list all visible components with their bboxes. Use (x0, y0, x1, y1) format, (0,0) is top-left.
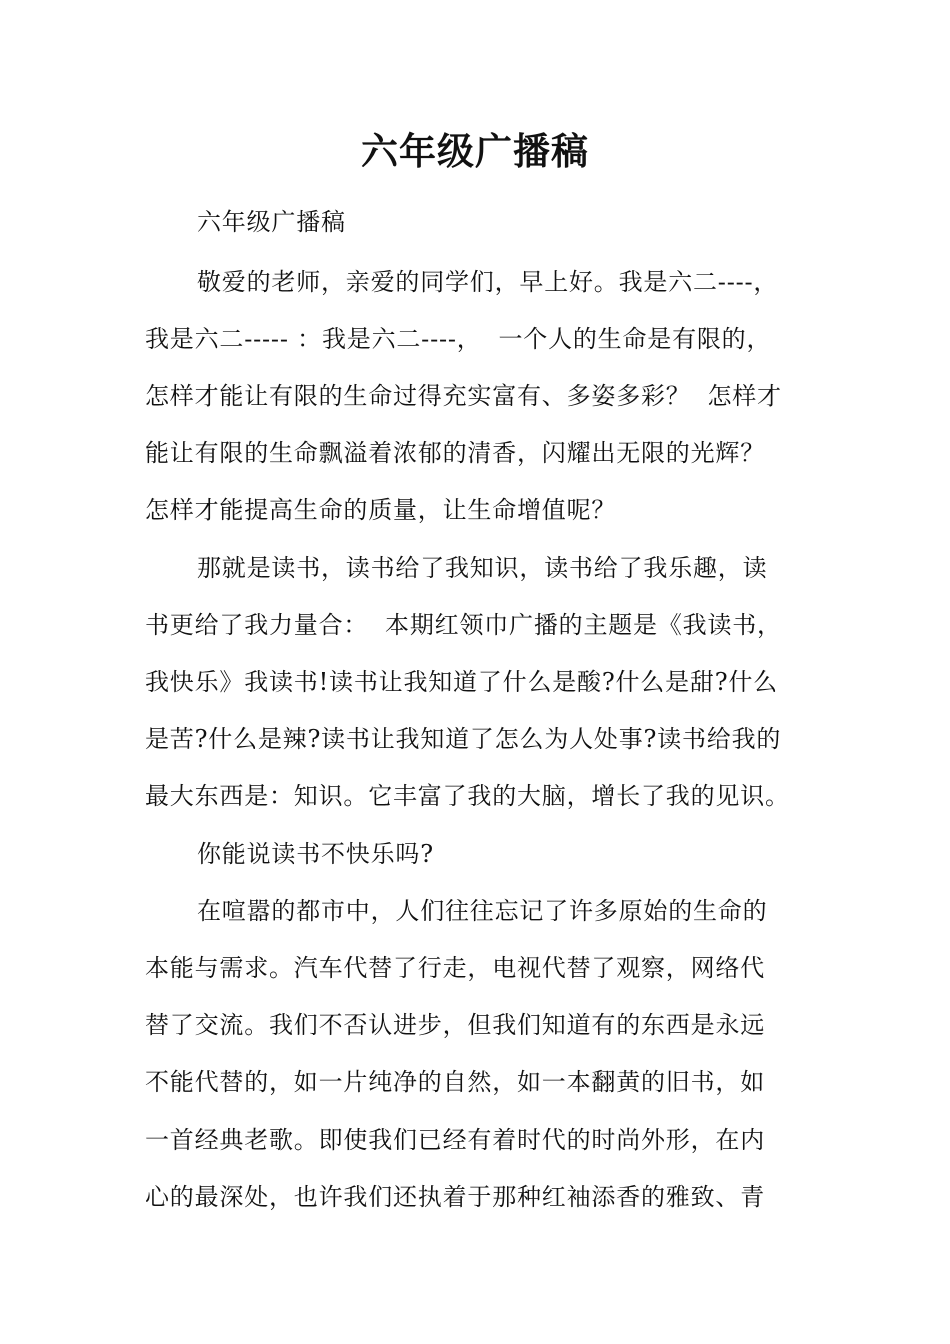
text-line: 你能说读书不快乐吗? (197, 840, 434, 868)
text-line: 在喧嚣的都市中，人们往往忘记了许多原始的生命的 (197, 897, 768, 925)
text-line: 一首经典老歌。即使我们已经有着时代的时尚外形，在内 (145, 1126, 765, 1154)
text-line: 本能与需求。汽车代替了行走，电视代替了观察，网络代 (145, 954, 765, 982)
text-line: 怎样才能让有限的生命过得充实富有、多姿多彩？ 怎样才 (145, 382, 782, 410)
text-line: 不能代替的，如一片纯净的自然，如一本翻黄的旧书，如 (145, 1068, 765, 1096)
text-line: 能让有限的生命飘溢着浓郁的清香，闪耀出无限的光辉？ (145, 439, 765, 467)
text-line: 最大东西是：知识。它丰富了我的大脑，增长了我的见识。 (145, 782, 790, 810)
text-line: 我快乐》我读书!读书让我知道了什么是酸?什么是甜?什么 (145, 668, 778, 696)
text-line: 我是六二----- ：我是六二----， 一个人的生命是有限的， (145, 325, 772, 353)
text-line: 敬爱的老师，亲爱的同学们，早上好。我是六二----， (197, 268, 779, 296)
document-title: 六年级广播稿 (361, 130, 589, 173)
text-line: 怎样才能提高生命的质量，让生命增值呢？ (145, 496, 617, 524)
text-line: 那就是读书，读书给了我知识，读书给了我乐趣，读 (197, 554, 768, 582)
text-line: 心的最深处，也许我们还执着于那种红袖添香的雅致、青 (145, 1183, 765, 1211)
text-line: 书更给了我力量合： 本期红领巾广播的主题是《我读书， (145, 611, 782, 639)
text-line: 替了交流。我们不否认进步，但我们知道有的东西是永远 (145, 1011, 765, 1039)
text-line: 是苦?什么是辣?读书让我知道了怎么为人处事?读书给我的 (145, 725, 782, 753)
text-line: 六年级广播稿 (197, 208, 346, 236)
